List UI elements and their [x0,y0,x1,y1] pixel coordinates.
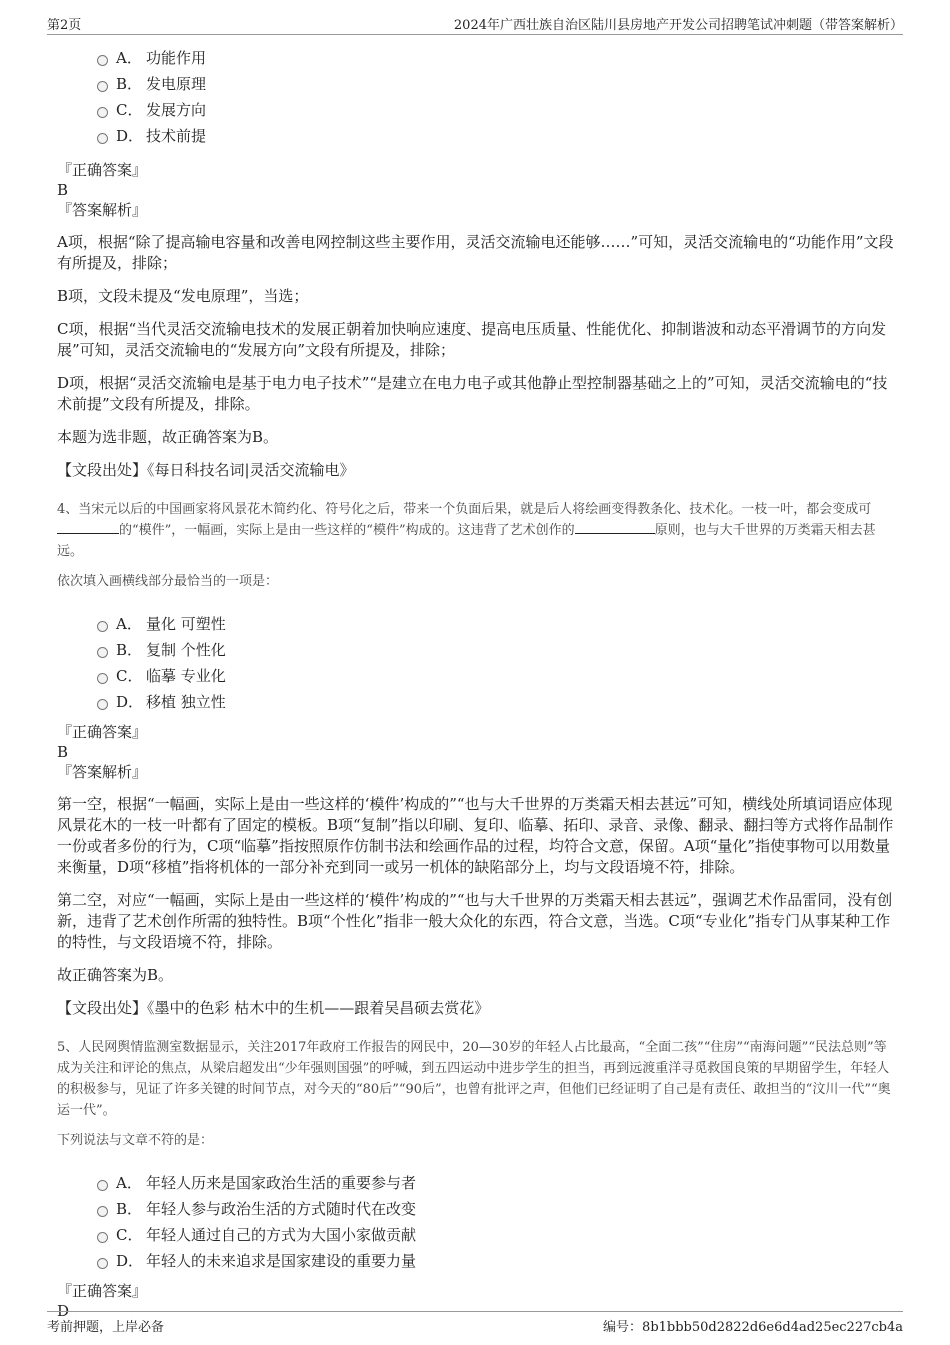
analysis-paragraph: 故正确答案为B。 [57,966,174,984]
radio-icon[interactable] [97,133,108,144]
question-4-prompt: 依次填入画横线部分最恰当的一项是： [57,574,279,589]
question-4-text: 4、当宋元以后的中国画家将风景花木简约化、符号化之后，带来一个负面后果，就是后人将绘画变得教条化、技术化。一枝一叶，都会变成可的“模件”，一幅画，实际上是由一些这样的“模件”构成的。这违背了艺术创作的 原则，也与大千世界的万类霜天相去甚远。 [57,502,876,559]
blank-line [575,521,655,534]
answer-label: 『正确答案』 [57,723,148,741]
radio-icon[interactable] [97,107,108,118]
answer-label: 『正确答案』 [57,1282,148,1300]
q4-option-d[interactable]: D． 移植 独立性 [97,688,899,714]
q4-option-a[interactable]: A． 量化 可塑性 [97,610,899,636]
question-5-prompt: 下列说法与文章不符的是： [57,1133,214,1148]
radio-icon[interactable] [97,1258,108,1269]
document-id: 编号：8b1bbb50d2822d6e6d4ad25ec227cb4a [603,1320,903,1335]
analysis-paragraph: C项，根据“当代灵活交流输电技术的发展正朝着加快响应速度、提高电压质量、性能优化、抑制谐波和动态平滑调节的方向发展”可知，灵活交流输电的“发展方向”文段有所提及，排除； [57,320,887,359]
q3-option-d[interactable]: D． 技术前提 [97,122,899,148]
blank-line [57,521,119,534]
radio-icon[interactable] [97,1180,108,1191]
q3-option-b[interactable]: B． 发电原理 [97,70,899,96]
q4-options [97,610,899,714]
analysis-label: 『答案解析』 [57,763,148,781]
radio-icon[interactable] [97,699,108,710]
analysis-paragraph: D项，根据“灵活交流输电是基于电力电子技术”“是建立在电力电子或其他静止型控制器基础之上的”可知，灵活交流输电的“技术前提”文段有所提及，排除。 [57,374,888,413]
q5-option-d[interactable]: D． 年轻人的未来追求是国家建设的重要力量 [97,1247,899,1273]
page-footer [47,1311,903,1336]
answer-value: B [57,181,69,199]
analysis-paragraph: 第二空，对应“一幅画，实际上是由一些这样的‘模件’构成的”“也与大千世界的万类霜天相去甚远”，强调艺术作品雷同，没有创新，违背了艺术创作所需的独特性。B项“个性化”指非一般大众化的东西，符合文意，当选。C项“专业化”指专门从事某种工作的特性，与文段语境不符，排除。 [57,891,893,951]
radio-icon[interactable] [97,673,108,684]
q5-option-c[interactable]: C． 年轻人通过自己的方式为大国小家做贡献 [97,1221,899,1247]
analysis-paragraph: 本题为选非题，故正确答案为B。 [57,428,279,446]
page-header [47,14,903,35]
page-number: 第2页 [47,18,82,33]
source-citation: 【文段出处】《墨中的色彩 枯木中的生机——跟着吴昌硕去赏花》 [57,999,490,1017]
q5-option-a[interactable]: A． 年轻人历来是国家政治生活的重要参与者 [97,1169,899,1195]
radio-icon[interactable] [97,647,108,658]
footer-slogan: 考前押题，上岸必备 [47,1320,165,1335]
radio-icon[interactable] [97,1206,108,1217]
answer-value: D [57,1302,70,1320]
analysis-label: 『答案解析』 [57,201,148,219]
document-title: 2024年广西壮族自治区陆川县房地产开发公司招聘笔试冲刺题（带答案解析） [453,18,903,33]
answer-label: 『正确答案』 [57,161,148,179]
analysis-paragraph: B项，文段未提及“发电原理”，当选； [57,287,309,305]
document-body [57,44,899,1321]
q5-option-b[interactable]: B． 年轻人参与政治生活的方式随时代在改变 [97,1195,899,1221]
q4-option-b[interactable]: B． 复制 个性化 [97,636,899,662]
source-citation: 【文段出处】《每日科技名词|灵活交流输电》 [57,461,355,479]
q3-option-a[interactable]: A． 功能作用 [97,44,899,70]
q4-option-c[interactable]: C． 临摹 专业化 [97,662,899,688]
answer-value: B [57,743,69,761]
radio-icon[interactable] [97,621,108,632]
analysis-paragraph: 第一空，根据“一幅画，实际上是由一些这样的‘模件’构成的”“也与大千世界的万类霜天相去甚远”可知，横线处所填词语应体现风景花木的一枝一叶都有了固定的模板。B项“复制”指以印刷、复印、临摹、拓印、录音、录像、翻录、翻扫等方式将作品制作一份或者多份的行为，C项“临摹”指按照原作仿制书法和绘画作品的过程，均符合文意，保留。A项“量化”指使事物可以用数量来衡量，D项“移植”指将机体的一部分补充到同一或另一机体的缺陷部分上，均与文段语境不符，排除。 [57,795,894,876]
radio-icon[interactable] [97,81,108,92]
radio-icon[interactable] [97,1232,108,1243]
question-5-text: 5、人民网舆情监测室数据显示，关注2017年政府工作报告的网民中，20—30岁的年轻人占比最高，“全面二孩”“住房”“南海问题”“民法总则”等成为关注和评论的焦点，从梁启超发出“少年强则国强”的呼喊，到五四运动中进步学生的担当，再到远渡重洋寻觅救国良策的早期留学生，年轻人的积极参与，见证了许多关键的时间节点，对今天的“80后”“90后”，也曾有批评之声，但他们已经证明了自己是有责任、敢担当的“汶川一代”“奥运一代”。 [57,1040,891,1118]
q3-option-c[interactable]: C． 发展方向 [97,96,899,122]
radio-icon[interactable] [97,55,108,66]
analysis-paragraph: A项，根据“除了提高输电容量和改善电网控制这些主要作用，灵活交流输电还能够……”可知，灵活交流输电的“功能作用”文段有所提及，排除； [57,233,894,272]
q3-options [97,44,899,148]
q5-options [97,1169,899,1273]
